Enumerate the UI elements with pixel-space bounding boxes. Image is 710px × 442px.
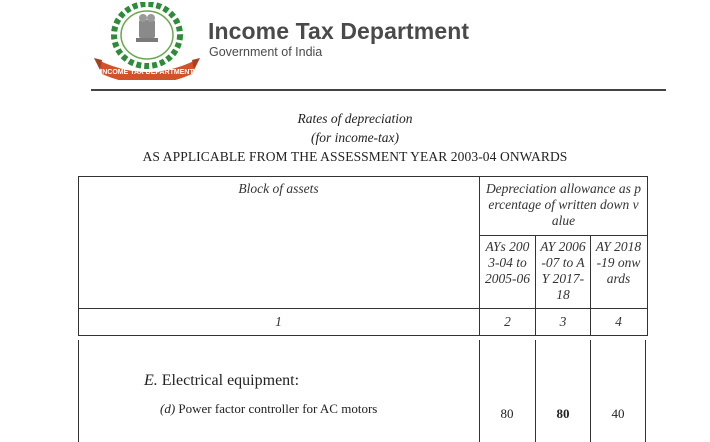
site-header xyxy=(0,0,710,92)
section-title: Electrical equipment: xyxy=(161,372,300,389)
logo-ribbon-text: INCOME TAX DEPARTMENT xyxy=(100,69,194,76)
table-border-left xyxy=(78,176,79,336)
number-row-top xyxy=(78,308,648,309)
number-row-bottom xyxy=(78,335,648,336)
group-header-line: alue xyxy=(551,213,576,228)
document-title: Rates of depreciation xyxy=(297,111,413,126)
subheader-line: 18 xyxy=(556,287,570,302)
table-border-right xyxy=(647,176,648,336)
subheader-ay-2003-06 xyxy=(480,239,535,287)
body-col-divider-1 xyxy=(479,340,480,442)
subheader-line: 2005-06 xyxy=(485,271,530,286)
section-letter: E. xyxy=(144,372,158,389)
subheader-line: Y 2017- xyxy=(541,271,585,286)
group-header-line: Depreciation allowance as p xyxy=(485,181,642,196)
table-border-top xyxy=(78,176,648,177)
subheader-line: -19 onw xyxy=(596,255,641,270)
row-label: Power factor controller for AC motors xyxy=(178,401,378,416)
col-number-1: 1 xyxy=(275,314,282,329)
document-subtitle: (for income-tax) xyxy=(310,130,400,145)
subheader-ay-2006-18 xyxy=(536,239,590,303)
asset-row-label xyxy=(160,401,377,417)
department-title[interactable]: Income Tax Department xyxy=(208,18,470,44)
subheader-line: 3-04 to xyxy=(488,255,527,270)
col-number-3: 3 xyxy=(559,314,567,329)
subheader-divider xyxy=(479,235,648,236)
rate-ay-2006-18: 80 xyxy=(556,406,570,421)
body-col-divider-3 xyxy=(590,340,591,442)
header-divider xyxy=(91,89,666,91)
subheader-line: ards xyxy=(606,271,631,286)
rate-ay-2003-06: 80 xyxy=(500,406,514,421)
income-tax-emblem-logo[interactable] xyxy=(94,2,200,80)
body-col-divider-2 xyxy=(535,340,536,442)
subheader-ay-2018-onwards xyxy=(591,239,646,287)
section-heading xyxy=(144,372,299,390)
subheader-line: AY 2018 xyxy=(595,239,642,254)
subheader-line: AYs 200 xyxy=(485,239,530,254)
rate-ay-2018-onwards: 40 xyxy=(611,406,625,421)
subheader-line: AY 2006 xyxy=(540,239,586,254)
body-border-left xyxy=(78,340,79,442)
block-of-assets-header: Block of assets xyxy=(238,181,319,196)
subheader-line: -07 to A xyxy=(541,255,585,270)
depreciation-group-header xyxy=(481,181,646,229)
group-header-line: ercentage of written down v xyxy=(488,197,639,212)
col-number-4: 4 xyxy=(615,314,622,329)
row-marker: (d) xyxy=(160,401,176,416)
applicability-heading: AS APPLICABLE FROM THE ASSESSMENT YEAR 2003-04 ONWARDS xyxy=(142,149,568,164)
government-subtitle: Government of India xyxy=(209,45,323,59)
col-number-2: 2 xyxy=(504,314,511,329)
body-border-right xyxy=(645,340,646,442)
